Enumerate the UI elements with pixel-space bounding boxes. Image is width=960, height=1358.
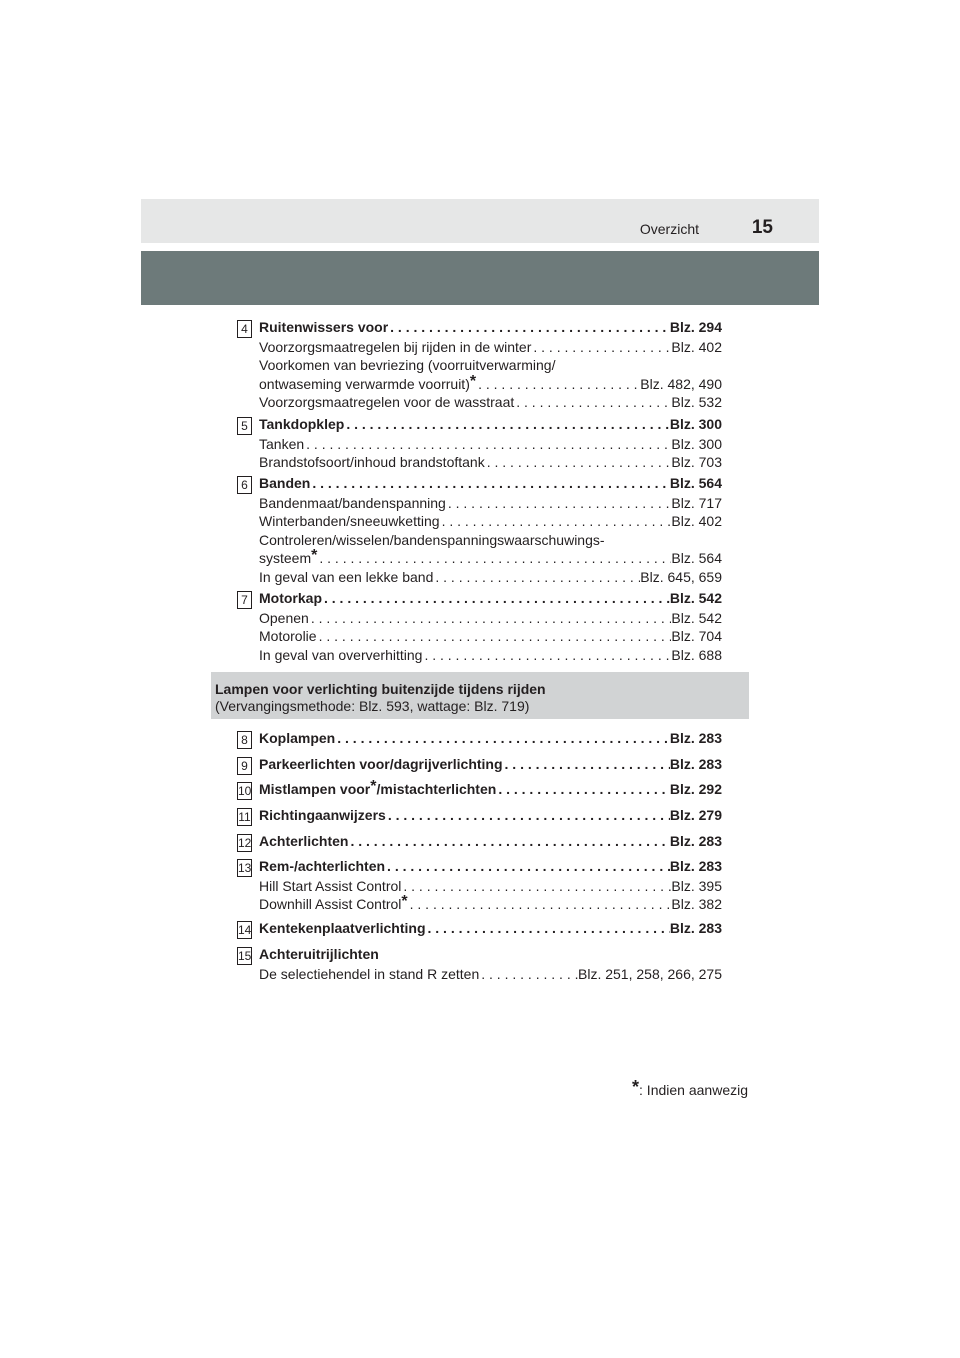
dot-leader [479,965,578,984]
item-number-badge: 13 [238,861,252,875]
lamps-section-subtitle: (Vervangingsmethode: Blz. 593, wattage: Blz. 719) [215,698,530,714]
entry-label [259,832,348,851]
item-subentry-row [259,494,722,513]
entry-label-text: Parkeerlichten voor/dagrijverlichting [259,756,503,772]
entry-label-text: Voorzorgsmaatregelen voor de wasstraat [259,394,515,410]
entry-label-text: In geval van oververhitting [259,646,423,663]
asterisk-mark: * [401,893,408,910]
item-subentry-row [259,568,722,587]
item-subentry-row [259,646,722,665]
item-subentry-row [259,435,722,454]
item-heading-row [259,919,722,938]
item-subentry-row [259,356,722,375]
entry-label [259,372,477,394]
item-number-badge: 8 [237,731,252,749]
page-reference: Blz. 251, 258, 266, 275 [578,965,722,982]
page-reference: Blz. 564 [669,475,722,491]
page-reference: Blz. 283 [669,756,722,772]
entry-label [259,474,310,493]
entry-label [259,919,426,938]
item-subentry-row [259,549,722,568]
entry-label-text: Achterlichten [259,833,349,849]
entry-label-text: Banden [259,475,311,491]
dot-leader [304,435,671,454]
entry-label [259,393,514,412]
entry-label [259,494,446,513]
entry-label-text: Motorolie [259,628,317,644]
entry-label-text: Winterbanden/sneeuwketting [259,513,440,529]
dot-leader [344,415,670,434]
item-entry [259,832,722,851]
dot-leader [309,609,672,628]
entry-label-text: Tanken [259,435,305,452]
asterisk-mark: * [311,547,318,564]
item-entry [259,415,722,472]
entry-label [259,589,322,608]
item-number-badge: 6 [237,476,252,494]
entry-label [259,806,386,825]
header-band [141,251,819,305]
item-subentry-row [259,372,722,394]
entry-label-text: Downhill Assist Control [259,896,402,912]
item-subentry-row [259,627,722,646]
entry-label [259,857,385,876]
dot-leader [485,453,672,472]
entry-label-text: Bandenmaat/bandenspanning [259,494,446,511]
dot-leader [401,877,671,896]
dot-leader [496,780,670,799]
item-entry [259,919,722,938]
entry-label [259,780,496,799]
dot-leader [433,568,640,587]
page-reference: Blz. 717 [671,494,722,511]
item-entry [259,318,722,412]
entry-label-text: Motorkap [259,590,322,606]
entry-label-text: De selectiehendel in stand R zetten [259,965,480,982]
entry-label [259,627,317,646]
item-subentry-row [259,609,722,628]
page-header [141,199,819,243]
dot-leader [310,474,670,493]
item-subentry-row [259,531,722,550]
entry-label-text: Ruitenwissers voor [259,319,389,335]
page-reference: Blz. 294 [669,319,722,335]
item-number-badge: 9 [237,757,252,775]
item-number-badge: 11 [238,810,251,824]
item-number-badge: 12 [238,836,252,850]
footnote-text: : Indien aanwezig [639,1082,748,1098]
entry-label-text: Koplampen [259,730,336,746]
dot-leader [386,806,670,825]
item-number-badge: 7 [237,591,252,609]
item-entry [259,474,722,586]
entry-label [259,338,531,357]
page-reference: Blz. 279 [669,807,722,823]
page-reference: Blz. 645, 659 [640,568,722,585]
item-heading-row [259,729,722,748]
entry-label [259,318,388,337]
page-reference: Blz. 542 [669,590,722,606]
page-number: 15 [751,217,773,238]
page-reference: Blz. 283 [669,833,722,849]
entry-label [259,646,422,665]
page-reference: Blz. 382 [671,896,722,912]
entry-label [259,415,344,434]
footnote [632,1077,748,1098]
dot-leader [388,318,670,337]
item-heading-row [259,474,722,493]
item-heading-row [259,318,722,337]
item-heading-row [259,832,722,851]
item-heading-row [259,415,722,434]
entry-label [259,965,479,984]
item-subentry-row [259,895,722,914]
entry-label [259,609,309,628]
page-reference: Blz. 482, 490 [640,375,722,392]
section-title: Overzicht [639,221,699,237]
entry-label: Voorkomen van bevriezing (voorruitverwarming/ [259,357,556,373]
entry-label [259,435,304,454]
item-number-badge: 10 [238,784,252,798]
item-number-badge: 14 [238,923,252,937]
item-entry [259,755,722,774]
asterisk-mark: * [469,372,477,390]
entry-label-text: Brandstofsoort/inhoud brandstoftank [259,454,485,470]
dot-leader [385,857,670,876]
dot-leader [514,393,671,412]
dot-leader [446,494,672,513]
entry-label-text: In geval van een lekke band [259,568,434,585]
page-reference: Blz. 532 [671,394,722,410]
entry-label-text: ontwaseming verwarmde voorruit) [259,375,470,392]
entry-label-text: Tankdopklep [259,416,345,432]
entry-label: Achteruitrijlichten [259,946,379,962]
dot-leader [348,832,669,851]
item-entry [259,589,722,664]
item-subentry-row [259,512,722,531]
asterisk-mark: * [370,778,377,795]
item-subentry-row [259,338,722,357]
page-reference: Blz. 283 [669,730,722,746]
item-heading-row [259,945,722,964]
item-entry [259,945,722,983]
item-heading-row [259,857,722,876]
item-entry [259,806,722,825]
item-subentry-row [259,453,722,472]
page-reference: Blz. 688 [671,646,722,663]
entry-label-text: Openen [259,609,309,626]
entry-label-text: Hill Start Assist Control [259,877,402,894]
page-reference: Blz. 283 [669,920,722,936]
item-number-badge: 15 [238,949,252,963]
item-heading-row [259,755,722,774]
dot-leader [317,627,672,646]
lamps-section-title: Lampen voor verlichting buitenzijde tijdens rijden [215,681,546,697]
entry-label [259,453,485,472]
page-reference: Blz. 300 [671,435,722,452]
entry-label [259,895,408,914]
item-entry [259,857,722,914]
entry-label-text: Rem-/achterlichten [259,858,386,874]
entry-label [259,755,503,774]
entry-label [259,549,317,568]
entry-label-text: /mistachterlichten [376,781,497,797]
dot-leader [531,338,671,357]
dot-leader [335,729,670,748]
entry-label: Controleren/wisselen/bandenspanningswaarschuwings- [259,531,605,548]
item-subentry-row [259,393,722,412]
footnote-star: * [632,1077,640,1097]
page-reference: Blz. 703 [671,454,722,470]
item-number-badge: 5 [237,417,252,435]
page-reference: Blz. 542 [671,609,722,626]
dot-leader [503,755,670,774]
item-heading-row [259,806,722,825]
dot-leader [476,375,640,394]
dot-leader [408,895,672,914]
item-subentry-row [259,965,722,984]
page-reference: Blz. 564 [671,550,722,566]
item-heading-row [259,780,722,799]
dot-leader [422,646,671,665]
page-reference: Blz. 292 [669,781,722,797]
page-reference: Blz. 704 [671,628,722,644]
dot-leader [426,919,670,938]
item-entry [259,780,722,799]
entry-label-text: Voorzorgsmaatregelen bij rijden in de winter [259,338,532,355]
entry-label [259,729,335,748]
dot-leader [322,589,670,608]
item-number-badge: 4 [237,320,252,338]
dot-leader [317,549,671,568]
item-subentry-row [259,877,722,896]
entry-label-text: Kentekenplaatverlichting [259,920,426,936]
page-reference: Blz. 395 [671,877,722,894]
item-entry [259,729,722,748]
entry-label [259,877,401,896]
page-reference: Blz. 402 [671,513,722,529]
entry-label-text: Richtingaanwijzers [259,807,386,823]
entry-label [259,568,433,587]
page-reference: Blz. 402 [671,338,722,355]
entry-label [259,512,440,531]
lamps-section-box [211,672,749,719]
page-reference: Blz. 300 [669,416,722,432]
entry-label-text: systeem [259,550,312,566]
entry-label-text: Mistlampen voor [259,781,371,797]
dot-leader [440,512,672,531]
page-reference: Blz. 283 [669,858,722,874]
item-heading-row [259,589,722,608]
